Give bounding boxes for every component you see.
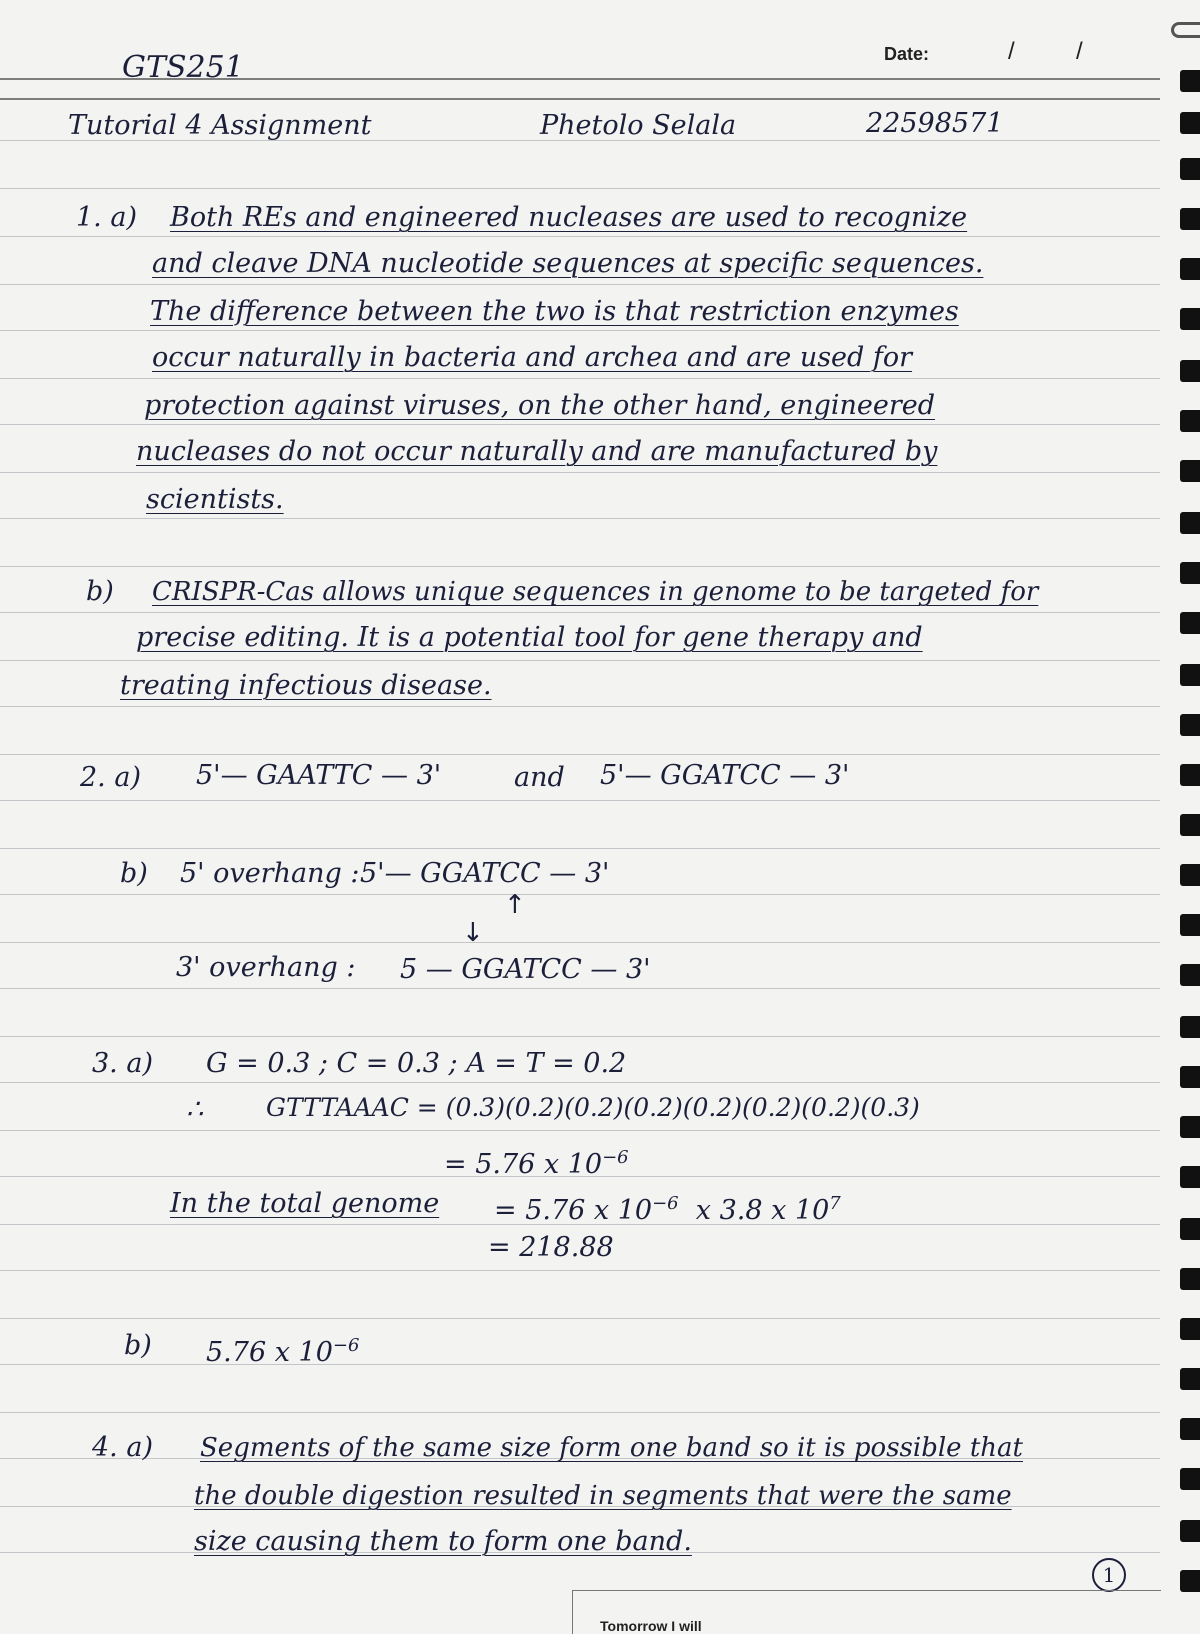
ruled-line (0, 660, 1160, 661)
date-slash-2: / (1076, 38, 1083, 65)
cut-arrow-up-icon: ↑ (504, 890, 526, 920)
q4a-line: the double digestion resulted in segments that were the same (194, 1481, 1012, 1511)
ruled-line (0, 942, 1160, 943)
binding-hole-icon (1180, 714, 1200, 736)
q4a-label: 4. a) (92, 1432, 153, 1463)
assignment-title: Tutorial 4 Assignment (68, 110, 372, 141)
ruled-line (0, 754, 1160, 755)
genome-equation: = 5.76 x $10^{-6}$ x 3.8 x $10^7$ (494, 1193, 841, 1226)
ruled-line (0, 1364, 1160, 1365)
binding-hole-icon (1180, 1218, 1200, 1240)
genome-label: In the total genome (170, 1188, 440, 1219)
q2b-label: b) (120, 858, 148, 889)
binding-hole-icon (1180, 1520, 1200, 1542)
therefore-symbol: ∴ (186, 1094, 204, 1125)
q2a-label: 2. a) (80, 762, 141, 793)
ruled-line (0, 472, 1160, 473)
binding-hole-icon (1180, 562, 1200, 584)
q3b-answer: 5.76 x $10^{-6}$ (206, 1335, 360, 1368)
ruled-line (0, 612, 1160, 613)
q2a-seq2: 5'— GGATCC — 3' (600, 760, 850, 791)
binding-hole-icon (1180, 1368, 1200, 1390)
q1a-line: scientists. (146, 484, 284, 515)
ruled-line (0, 988, 1160, 989)
cut-arrow-down-icon: ↓ (462, 918, 484, 948)
q1a-line: Both REs and engineered nucleases are used to recognize (170, 202, 968, 233)
binding-hole-icon (1180, 964, 1200, 986)
binding-hole-icon (1180, 664, 1200, 686)
q1a-line: occur naturally in bacteria and archea and are used for (152, 342, 913, 373)
course-code: GTS251 (122, 50, 244, 85)
q3b-label: b) (124, 1330, 152, 1361)
binding-hole-icon (1180, 1166, 1200, 1188)
overhang5-label: 5' overhang : (180, 858, 360, 889)
binding-hole-icon (1180, 158, 1200, 180)
base-frequencies: G = 0.3 ; C = 0.3 ; A = T = 0.2 (206, 1048, 627, 1079)
q2a-seq1: 5'— GAATTC — 3' (196, 760, 442, 791)
genome-result: = 218.88 (488, 1232, 614, 1263)
q4a-line: Segments of the same size form one band so it is possible that (200, 1433, 1023, 1463)
q1a-line: nucleases do not occur naturally and are manufactured by (136, 436, 938, 467)
binding-hole-icon (1180, 1318, 1200, 1340)
binding-hole-icon (1180, 764, 1200, 786)
student-number: 22598571 (866, 108, 1004, 139)
spiral-binding (1160, 0, 1200, 1634)
binding-hole-icon (1180, 70, 1200, 92)
ruled-line (0, 330, 1160, 331)
binding-hole-icon (1180, 1418, 1200, 1440)
q2a-and: and (514, 762, 565, 793)
binding-hole-icon (1180, 914, 1200, 936)
ruled-line (0, 236, 1160, 237)
q1b-line: treating infectious disease. (120, 670, 492, 701)
ruled-line (0, 378, 1160, 379)
q1b-line: precise editing. It is a potential tool for gene therapy and (136, 622, 923, 653)
ruled-line (0, 1318, 1160, 1319)
binding-hole-icon (1180, 612, 1200, 634)
q1a-label: 1. a) (76, 202, 137, 233)
binding-hole-icon (1180, 360, 1200, 382)
student-name: Phetolo Selala (540, 110, 737, 141)
ruled-line (0, 284, 1160, 285)
ruled-line (0, 1036, 1160, 1037)
page-number: 1 (1092, 1558, 1126, 1592)
bottom-label: Tomorrow I will (600, 1618, 702, 1634)
binding-hole-icon (1180, 814, 1200, 836)
ruled-line (0, 894, 1160, 895)
date-label: Date: (884, 44, 930, 64)
ruled-line (0, 1412, 1160, 1413)
ruled-line (0, 1270, 1160, 1271)
binding-hole-icon (1180, 112, 1200, 134)
binding-hole-icon (1180, 864, 1200, 886)
binding-hole-icon (1180, 1268, 1200, 1290)
binding-hole-icon (1180, 1016, 1200, 1038)
overhang5-seq: 5'— GGATCC — 3' (360, 858, 610, 889)
q4a-line: size causing them to form one band. (194, 1526, 692, 1557)
q3a-label: 3. a) (92, 1048, 153, 1079)
binding-hole-icon (1180, 460, 1200, 482)
binding-hole-icon (1180, 208, 1200, 230)
ruled-line (0, 848, 1160, 849)
ruled-line (0, 1082, 1160, 1083)
ruled-line (0, 518, 1160, 519)
date-slash-1: / (1008, 38, 1015, 65)
binding-hole-icon (1180, 258, 1200, 280)
binding-hole-icon (1180, 308, 1200, 330)
q1a-line: protection against viruses, on the other hand, engineered (144, 390, 936, 421)
ruled-line (0, 706, 1160, 707)
header-rule-2 (0, 98, 1160, 100)
binding-hole-icon (1180, 410, 1200, 432)
q1b-label: b) (86, 576, 114, 607)
q1a-line: The difference between the two is that restriction enzymes (150, 296, 959, 327)
binding-hole-icon (1180, 1116, 1200, 1138)
binding-ring-icon (1171, 22, 1200, 38)
q1b-line: CRISPR-Cas allows unique sequences in genome to be targeted for (152, 577, 1039, 607)
overhang3-label: 3' overhang : (176, 952, 356, 983)
ruled-line (0, 1130, 1160, 1131)
ruled-line (0, 188, 1160, 189)
probability-result: = 5.76 x $10^{-6}$ (444, 1147, 629, 1180)
overhang3-seq: 5 — GGATCC — 3' (400, 954, 651, 985)
binding-hole-icon (1180, 1468, 1200, 1490)
ruled-line (0, 424, 1160, 425)
binding-hole-icon (1180, 512, 1200, 534)
probability-calculation: GTTTAAAC = (0.3)(0.2)(0.2)(0.2)(0.2)(0.2)(0.2)(0.3) (266, 1093, 920, 1122)
binding-hole-icon (1180, 1570, 1200, 1592)
ruled-line (0, 800, 1160, 801)
q1a-line: and cleave DNA nucleotide sequences at specific sequences. (152, 248, 984, 279)
ruled-line (0, 566, 1160, 567)
binding-hole-icon (1180, 1066, 1200, 1088)
